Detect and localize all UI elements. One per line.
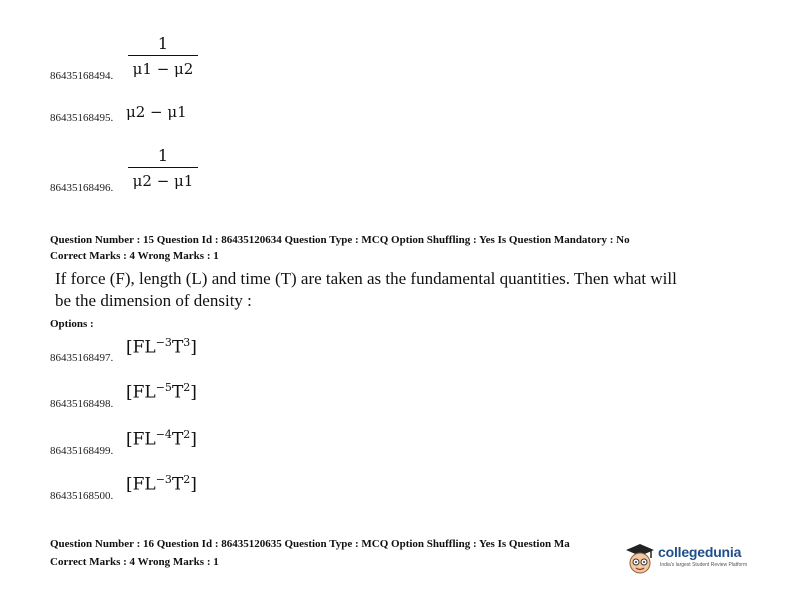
option-id: 86435168500.: [50, 490, 114, 502]
option-id: 86435168496.: [50, 182, 114, 194]
question-text: [55, 268, 775, 312]
fraction-bar: [128, 167, 198, 168]
collegedunia-logo: [624, 540, 754, 580]
option-id: 86435168495.: [50, 112, 114, 124]
logo-wordmark: collegedunia: [658, 544, 742, 560]
option-id: 86435168497.: [50, 352, 114, 364]
question-meta: Question Number : 16 Question Id : 86435120635 Question Type : MCQ Option Shuffling : Yes Is Question Ma: [50, 538, 570, 550]
question-meta: Question Number : 15 Question Id : 86435120634 Question Type : MCQ Option Shuffling : Yes Is Question Mandatory : No: [50, 234, 630, 246]
fraction-numerator: 1: [157, 34, 169, 53]
option-expression: $[FL^{-3}T^2]$: [126, 473, 197, 495]
option-expression: $[FL^{-4}T^2]$: [126, 428, 197, 450]
fraction: [128, 34, 198, 78]
option-expression: $[FL^{-5}T^2]$: [126, 381, 197, 403]
graduate-mascot-icon: [624, 542, 656, 576]
question-marks: Correct Marks : 4 Wrong Marks : 1: [50, 250, 219, 262]
option-id: 86435168498.: [50, 398, 114, 410]
option-id: 86435168499.: [50, 445, 114, 457]
option-expression: $[FL^{-3}T^3]$: [126, 336, 197, 358]
fraction-denominator: μ2 − μ1: [132, 172, 194, 190]
logo-tagline: India's largest Student Review Platform: [660, 562, 748, 568]
options-label: Options :: [50, 318, 94, 330]
fraction: [128, 146, 198, 190]
option-id: 86435168494.: [50, 70, 114, 82]
fraction-denominator: μ1 − μ2: [132, 60, 194, 78]
fraction-numerator: 1: [157, 146, 169, 165]
question-text-line: be the dimension of density :: [55, 291, 252, 310]
option-expression: μ2 − μ1: [126, 103, 187, 121]
question-marks: Correct Marks : 4 Wrong Marks : 1: [50, 556, 219, 568]
fraction-bar: [128, 55, 198, 56]
question-text-line: If force (F), length (L) and time (T) are taken as the fundamental quantities. Then what will: [55, 269, 677, 288]
